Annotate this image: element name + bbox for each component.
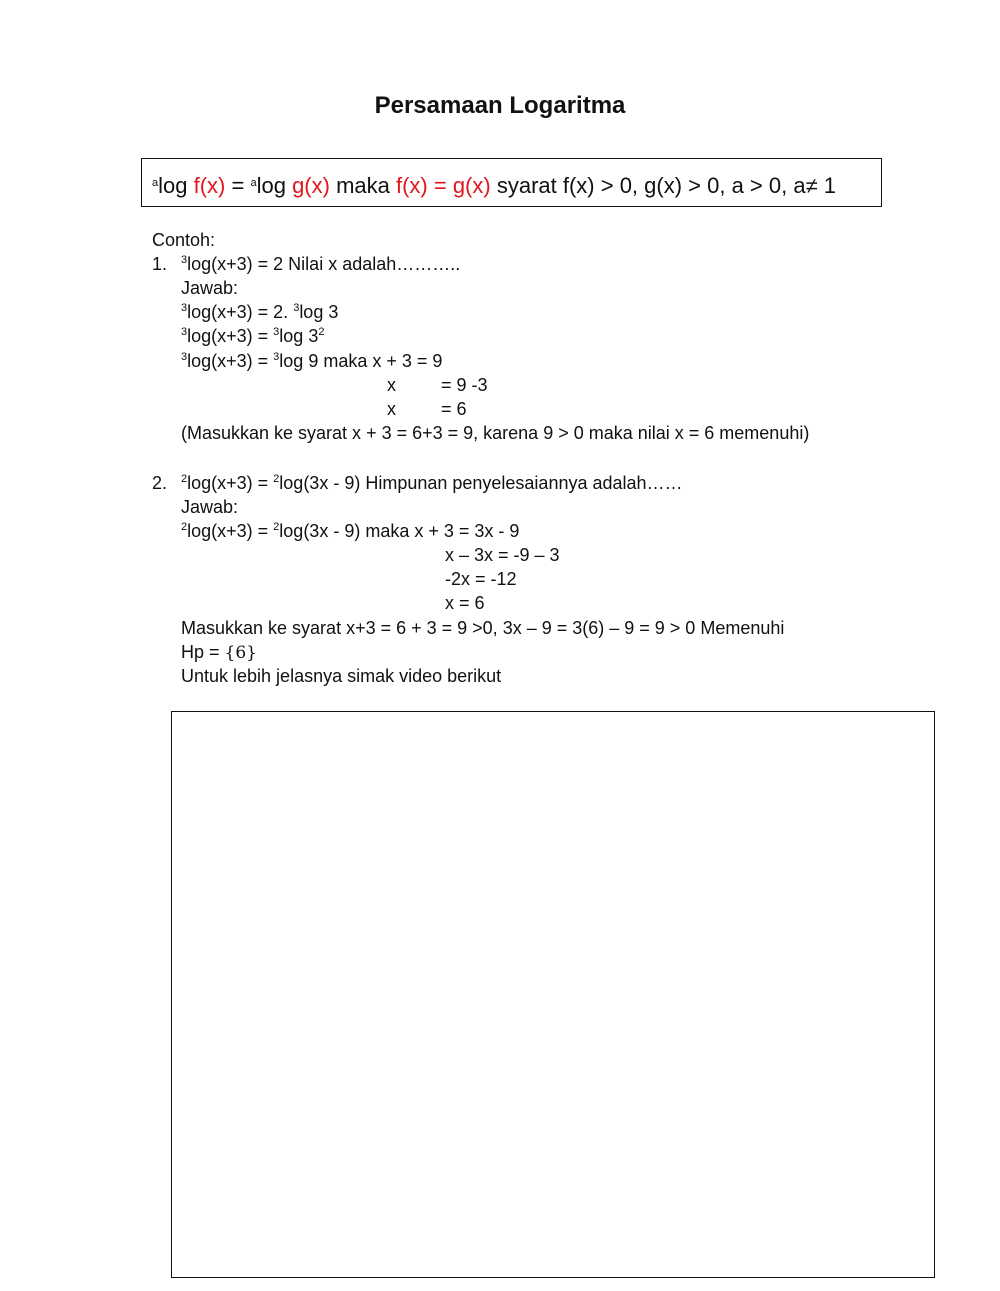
example-2-step-2: x – 3x = -9 – 3 xyxy=(445,545,560,565)
video-frame[interactable] xyxy=(171,711,935,1278)
video-note: Untuk lebih jelasnya simak video berikut xyxy=(181,666,502,686)
example-2-step-1: $^2$log(x+3) = $^2$log(3x - 9) maka x + 3 = 3x - 9 xyxy=(181,521,520,541)
example-2-jawab: Jawab: xyxy=(181,497,239,517)
contoh-label: Contoh: xyxy=(152,230,216,250)
example-2-number: 2. xyxy=(152,473,168,493)
example-1-question: $^3$log(x+3) = 2 Nilai x adalah……….. xyxy=(181,254,461,274)
example-1-number: 1. xyxy=(152,254,168,274)
example-1-check: (Masukkan ke syarat x + 3 = 6+3 = 9, karena 9 > 0 maka nilai x = 6 memenuhi) xyxy=(181,423,810,443)
example-2-check: Masukkan ke syarat x+3 = 6 + 3 = 9 >0, 3x – 9 = 3(6) – 9 = 9 > 0 Memenuhi xyxy=(181,618,785,638)
example-1-step-2: $^3$log(x+3) = $^3$log $3^2$ xyxy=(181,326,325,346)
example-2-step-4: x = 6 xyxy=(445,593,485,613)
example-1-step-5-value: = 6 xyxy=(441,399,467,419)
example-2-question: $^2$log(x+3) = $^2$log(3x - 9) Himpunan penyelesaiannya adalah…… xyxy=(181,473,683,493)
example-1-step-4-value: = 9 -3 xyxy=(441,375,488,395)
example-1-step-4-var: x xyxy=(387,375,396,395)
example-1-step-5-var: x xyxy=(387,399,396,419)
page-title: Persamaan Logaritma xyxy=(374,92,626,119)
example-1-step-3: $^3$log(x+3) = $^3$log 9 maka x + 3 = 9 xyxy=(181,351,443,371)
example-1-jawab: Jawab: xyxy=(181,278,239,298)
log-equation-rule: $^a$log f(x) = $^a$log g(x) maka f(x) = g(x) syarat f(x) > 0, g(x) > 0, a > 0, a≠ 1 xyxy=(152,173,836,198)
example-1-step-1: $^3$log(x+3) = 2. $^3$log 3 xyxy=(181,302,339,322)
example-2-step-3: -2x = -12 xyxy=(445,569,517,589)
solution-set: Hp = {6} xyxy=(181,642,257,663)
